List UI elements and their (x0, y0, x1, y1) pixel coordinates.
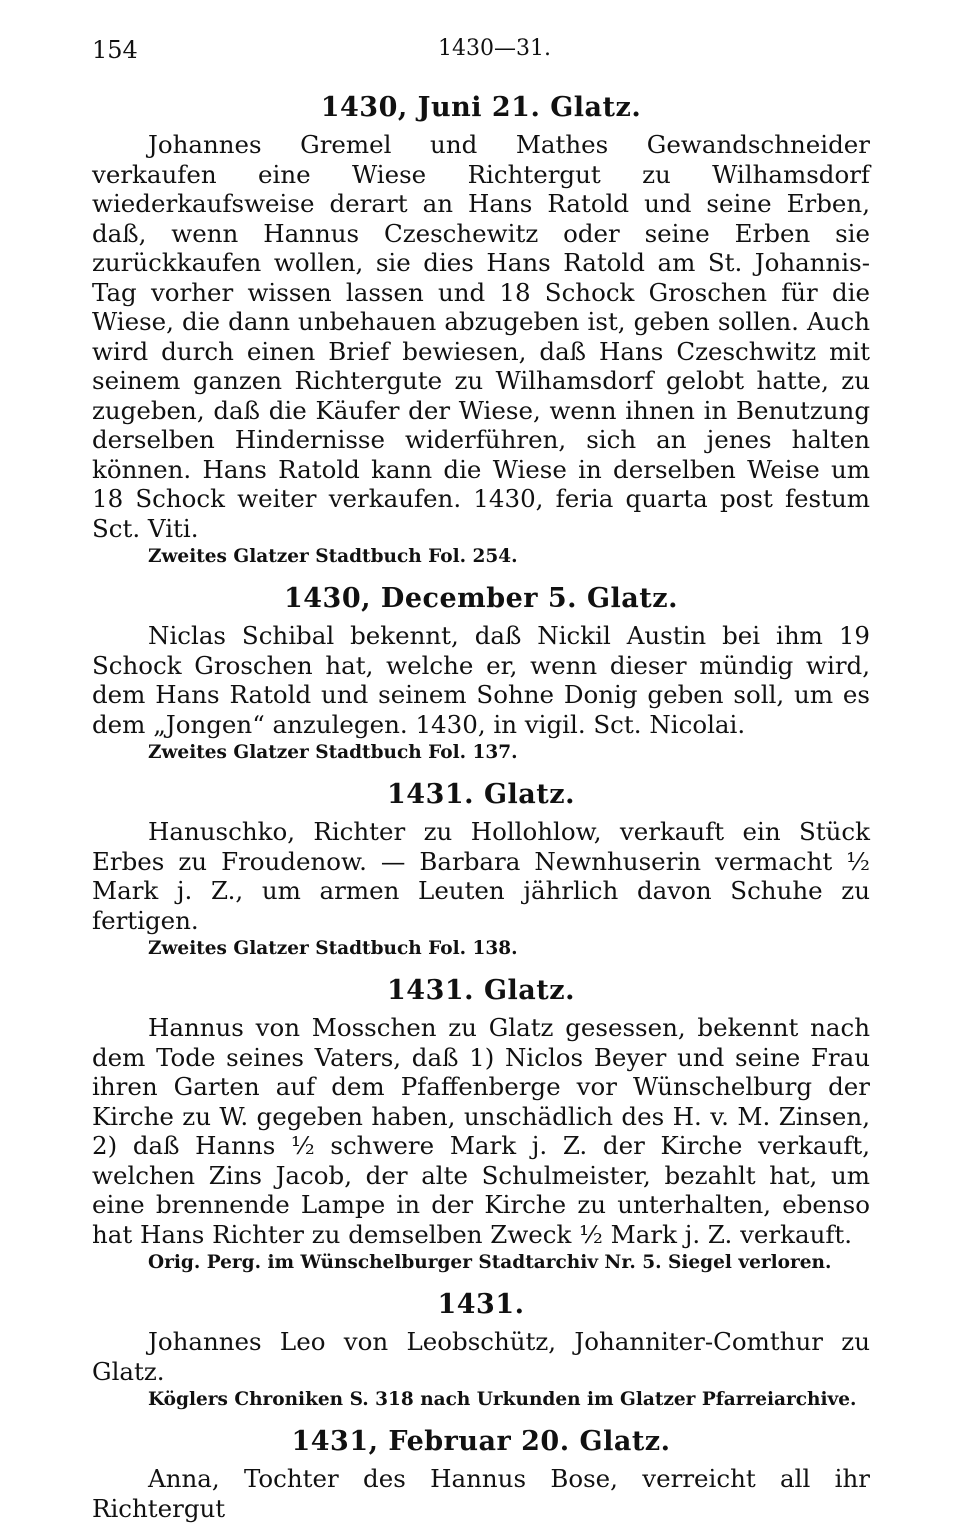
entry-1430-juni-21 (92, 92, 870, 569)
entry-heading: 1430, December 5. Glatz. (283, 583, 678, 614)
entry-body-text: Johannes Gremel und Mathes Gewandschneider verkaufen eine Wiese Richtergut zu Wilhamsdorf wiederkaufsweise derart an Hans Ratold und seine Erben, daß, wenn Hannus Czeschewitz oder seine Erben sie zurückkaufen wollen, sie dies Hans Ratold am St. Johannis-Tag vorher wissen lassen und 18 Schock Groschen für die Wiese, die dann unbehauen abzugeben ist, geben sollen. Auch wird durch einen Brief bewiesen, daß Hans Czeschwitz mit seinem ganzen Richtergute zu Wilhamsdorf gelobt hatte, zu zugeben, daß die Käufer der Wiese, wenn ihnen in Benutzung derselben Hindernisse widerführen, sich an jenes halten können. Hans Ratold kann die Wiese in derselben Weise um 18 Schock weiter verkaufen. 1430, feria quarta post festum Sct. Viti. (92, 130, 870, 543)
entry-body-text: Anna, Tochter des Hannus Bose, verreicht all ihr Richtergut (92, 1464, 870, 1523)
entry-body (92, 1013, 870, 1249)
entry-1431-februar-20 (92, 1426, 870, 1523)
entry-1431-hanuschko (92, 779, 870, 961)
entry-body (92, 1327, 870, 1386)
entry-source: Orig. Perg. im Wünschelburger Stadtarchiv Nr. 5. Siegel verloren. (148, 1252, 832, 1273)
entry-source: Köglers Chroniken S. 318 nach Urkunden im Glatzer Pfarreiarchive. (148, 1389, 857, 1410)
entry-source: Zweites Glatzer Stadtbuch Fol. 138. (148, 938, 518, 959)
entry-1431-hannus-von-mosschen (92, 975, 870, 1275)
entry-1431-johannes-leo (92, 1289, 870, 1412)
document-page (92, 36, 870, 1523)
entry-heading: 1431. (437, 1289, 525, 1320)
entry-source: Zweites Glatzer Stadtbuch Fol. 137. (148, 742, 518, 763)
entry-heading: 1430, Juni 21. Glatz. (320, 92, 642, 123)
entry-body-text: Niclas Schibal bekennt, daß Nickil Austin bei ihm 19 Schock Groschen hat, welche er, wenn dieser mündig wird, dem Hans Ratold und seinem Sohne Donig geben soll, um es dem „Jongen“ anzulegen. 1430, in vigil. Sct. Nicolai. (92, 621, 870, 739)
entry-body-text: Johannes Leo von Leobschütz, Johanniter-Comthur zu Glatz. (92, 1327, 870, 1386)
entry-source: Zweites Glatzer Stadtbuch Fol. 254. (148, 546, 518, 567)
entry-body (92, 817, 870, 935)
entry-body-text: Hannus von Mosschen zu Glatz gesessen, bekennt nach dem Tode seines Vaters, daß 1) Niclos Beyer und seine Frau ihren Garten auf dem Pfaffenberge vor Wünschelburg der Kirche zu W. gegeben haben, unschädlich des H. v. M. Zinsen, 2) daß Hanns ½ schwere Mark j. Z. der Kirche verkauft, welchen Zins Jacob, der alte Schulmeister, bezahlt hat, um eine brennende Lampe in der Kirche zu unterhalten, ebenso hat Hans Richter zu demselben Zweck ½ Mark j. Z. verkauft. (92, 1013, 870, 1249)
entry-body (92, 1464, 870, 1523)
entry-heading: 1431. Glatz. (387, 975, 575, 1006)
entry-body-text: Hanuschko, Richter zu Hollohlow, verkauft ein Stück Erbes zu Froudenow. — Barbara Newnhuserin vermacht ½ Mark j. Z., um armen Leuten jährlich davon Schuhe zu fertigen. (92, 817, 870, 935)
entry-heading: 1431, Februar 20. Glatz. (291, 1426, 671, 1457)
running-header (92, 36, 870, 74)
entry-body (92, 130, 870, 543)
entry-1430-december-5 (92, 583, 870, 765)
entry-body (92, 621, 870, 739)
entry-heading: 1431. Glatz. (387, 779, 575, 810)
page-number: 154 (92, 36, 138, 64)
header-year-range: 1430—31. (438, 36, 551, 61)
